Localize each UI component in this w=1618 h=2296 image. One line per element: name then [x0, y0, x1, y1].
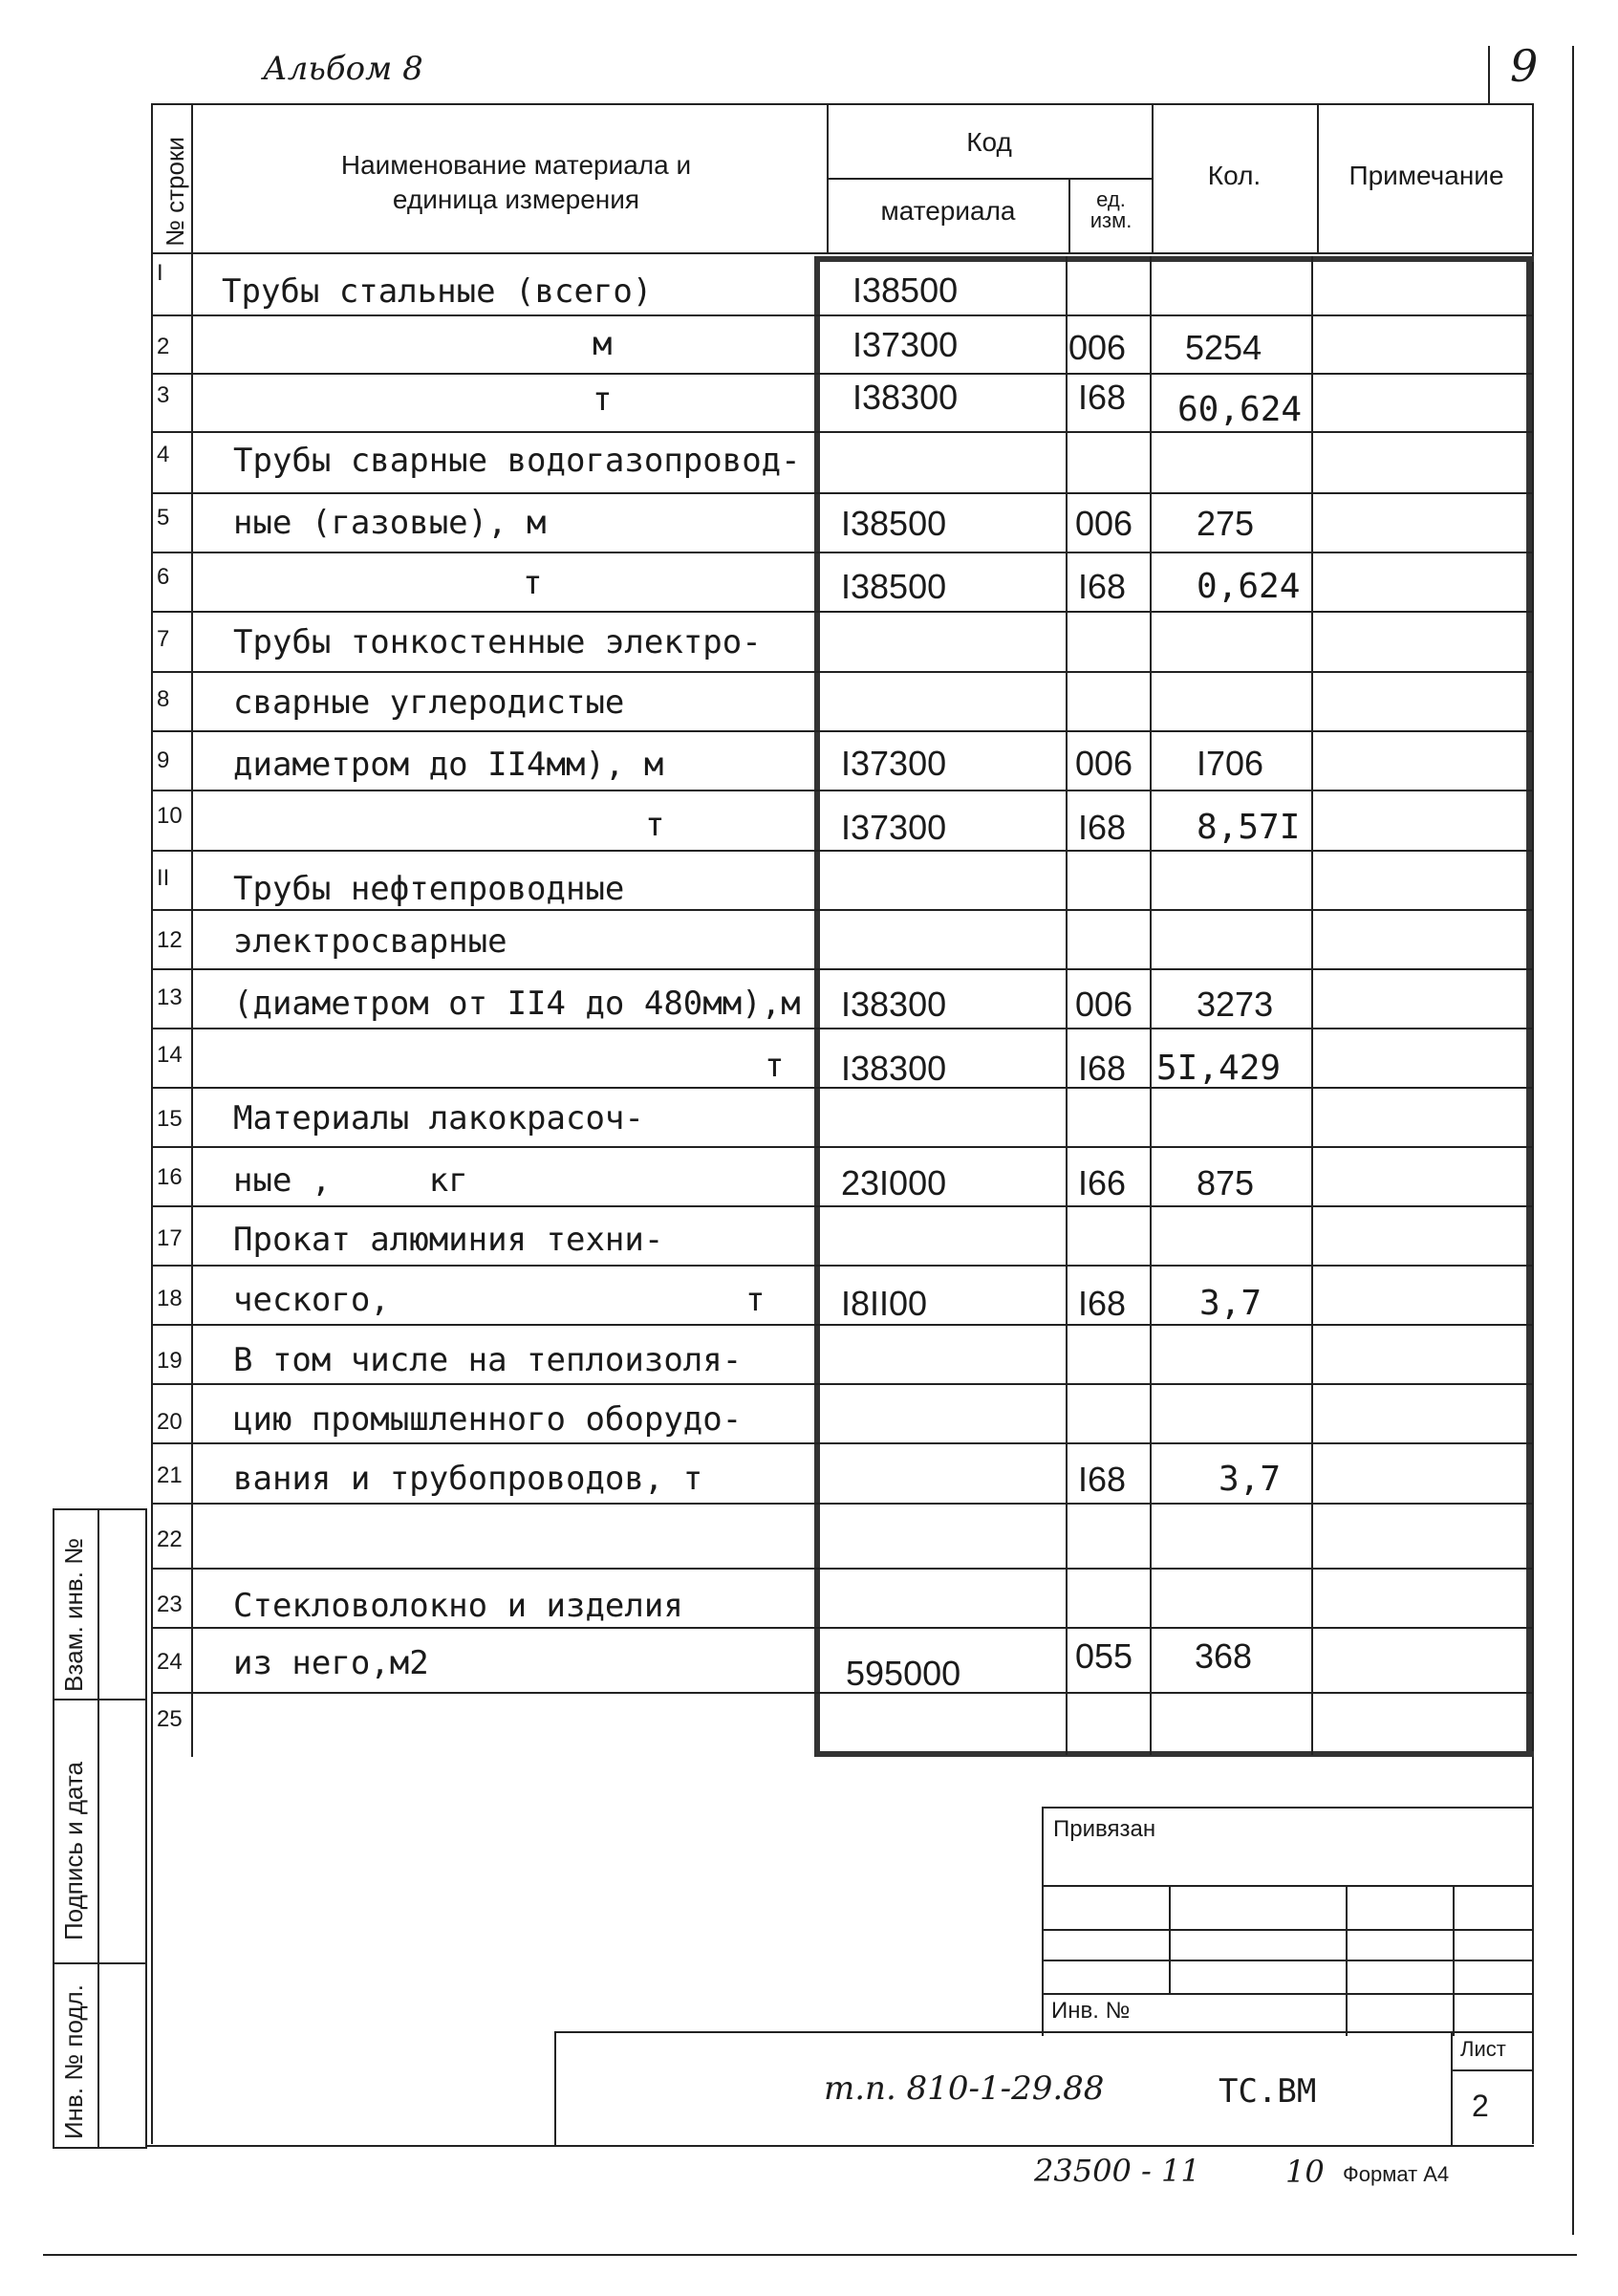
row-name: ные (газовые), м	[233, 504, 547, 542]
row-number: 4	[157, 442, 170, 467]
hdr-name-line2: единица измерения	[392, 184, 640, 214]
side-frame-bottom	[53, 2147, 147, 2149]
row-number: 2	[157, 334, 170, 359]
material-code: 23I000	[841, 1163, 947, 1202]
row-line	[151, 850, 1534, 852]
row-name: Стекловолокно и изделия	[233, 1587, 683, 1625]
copy-number: 10	[1285, 2154, 1325, 2190]
row-number: 19	[157, 1348, 183, 1374]
doc-suffix: ТС.ВМ	[1219, 2072, 1317, 2111]
row-name: Материалы лакокрасоч-	[233, 1099, 644, 1137]
row-line	[151, 1146, 1534, 1148]
row-name: т	[645, 806, 665, 844]
title-block-sheet-divider	[1451, 2031, 1453, 2146]
material-code: I38300	[841, 1049, 947, 1088]
quantity: 5254	[1185, 328, 1262, 367]
side-frame-left	[53, 1508, 54, 2149]
stamp-privyazan: Привязан	[1053, 1816, 1156, 1842]
hdr-unit-line2: изм.	[1089, 208, 1133, 232]
row-number: 12	[157, 927, 183, 953]
row-name: Трубы стальные (всего)	[222, 272, 653, 311]
material-code: I38300	[852, 378, 959, 417]
album-label	[263, 50, 423, 88]
row-line	[151, 1028, 1534, 1029]
material-code: 595000	[846, 1654, 961, 1693]
row-number: 7	[157, 626, 170, 652]
unit-code: I68	[1078, 1284, 1127, 1323]
side-label-inv-podl: Инв. № подл.	[59, 1984, 88, 2139]
row-line	[151, 909, 1534, 911]
row-number: 25	[157, 1706, 183, 1732]
row-number: 14	[157, 1042, 183, 1068]
order-number: 23500 - 11	[1034, 2153, 1200, 2189]
row-number: 16	[157, 1164, 183, 1190]
rownum-column-line	[191, 103, 193, 1757]
row-name: (диаметром от II4 до 480мм),м	[233, 985, 801, 1023]
title-block-left	[554, 2031, 556, 2146]
row-line	[151, 1205, 1534, 1207]
album-number: 8	[402, 50, 423, 88]
unit-code: 055	[1075, 1636, 1133, 1676]
row-name: т	[593, 380, 613, 419]
row-number: 13	[157, 985, 183, 1010]
row-name: В том числе на теплоизоля-	[233, 1341, 743, 1379]
row-number: 3	[157, 382, 170, 408]
row-line	[151, 1265, 1534, 1267]
hdr-material: материала	[880, 196, 1016, 226]
row-name: вания и трубопроводов, т	[233, 1460, 703, 1498]
material-code: I37300	[841, 744, 947, 783]
row-line	[151, 671, 1534, 673]
title-block-sheet-line	[1451, 2069, 1534, 2071]
hdr-note: Примечание	[1348, 161, 1504, 190]
row-name: ные , кг	[233, 1161, 468, 1200]
row-line	[151, 968, 1534, 970]
hdr-name-line1: Наименование материала и	[340, 150, 692, 180]
row-number: 9	[157, 747, 170, 773]
stamp-left	[1042, 1807, 1044, 2036]
col-qty-left	[1150, 256, 1152, 1755]
row-number: 22	[157, 1527, 183, 1552]
row-number: 23	[157, 1592, 183, 1617]
row-name: Трубы тонкостенные электро-	[233, 623, 762, 661]
material-code: I8II00	[841, 1284, 928, 1323]
unit-code: I68	[1078, 808, 1127, 847]
row-number: 21	[157, 1462, 183, 1488]
row-name: Трубы нефтепроводные	[233, 870, 625, 908]
row-name: Трубы сварные водогазопровод-	[233, 442, 801, 480]
row-line	[151, 1627, 1534, 1629]
row-line	[151, 611, 1534, 613]
sheet-label: Лист	[1460, 2037, 1506, 2061]
table-right-border	[1532, 103, 1534, 2144]
format-label: Формат А4	[1343, 2162, 1450, 2186]
row-number: 10	[157, 803, 183, 829]
quantity: 875	[1197, 1163, 1255, 1202]
row-number: 8	[157, 686, 170, 712]
side-frame-top	[53, 1508, 147, 1510]
row-name: сварные углеродистые	[233, 683, 625, 722]
row-line	[151, 1503, 1534, 1505]
row-number: 18	[157, 1286, 183, 1311]
stamp-line	[1042, 1960, 1534, 1961]
col-note-left	[1311, 256, 1313, 1755]
stamp-col	[1346, 1885, 1348, 2036]
row-number: 20	[157, 1409, 183, 1435]
page-number: 9	[1510, 40, 1539, 92]
quantity: 3,7	[1199, 1284, 1262, 1323]
quantity: 3,7	[1219, 1460, 1282, 1499]
side-divider	[53, 1962, 147, 1964]
stamp-line	[1042, 1885, 1534, 1887]
stamp-inv-no: Инв. №	[1051, 1998, 1131, 2024]
row-line	[151, 1568, 1534, 1570]
hdr-qty: Кол.	[1207, 161, 1262, 190]
row-name: цию промышленного оборудо-	[233, 1400, 743, 1439]
unit-code: I68	[1078, 378, 1127, 417]
data-frame-right	[1526, 256, 1532, 1757]
unit-code: 006	[1075, 744, 1133, 783]
row-line	[151, 314, 1534, 316]
side-label-podpis: Подпись и дата	[59, 1761, 88, 1940]
row-line	[151, 492, 1534, 494]
material-code: I38500	[841, 504, 947, 543]
row-number: I	[157, 260, 163, 286]
stamp-col	[1169, 1885, 1171, 1993]
row-number: 5	[157, 505, 170, 531]
frame-bottom-rule	[43, 2254, 1577, 2256]
unit-code: 006	[1075, 985, 1133, 1024]
row-name: из него,м2	[233, 1644, 429, 1682]
hdr-code-split	[827, 178, 1152, 180]
side-divider	[53, 1699, 147, 1700]
row-number: 15	[157, 1106, 183, 1132]
title-block-top	[554, 2031, 1534, 2033]
quantity: 60,624	[1177, 390, 1303, 429]
row-line	[151, 431, 1534, 433]
row-line	[151, 790, 1534, 791]
row-name: м	[593, 325, 613, 363]
row-number: 24	[157, 1649, 183, 1675]
row-name: диаметром до II4мм), м	[233, 746, 664, 784]
quantity: 275	[1197, 504, 1255, 543]
col-unit-left	[1066, 256, 1068, 1755]
table-top-border	[151, 103, 1534, 105]
page-number-divider	[1488, 46, 1490, 103]
row-number: 6	[157, 564, 170, 590]
row-number: II	[157, 865, 170, 891]
unit-code: 006	[1068, 328, 1127, 367]
unit-code: I66	[1078, 1163, 1127, 1202]
unit-code: I68	[1078, 1049, 1127, 1088]
stamp-top	[1042, 1807, 1534, 1809]
row-name: т	[765, 1047, 785, 1085]
doc-code: т.п. 810-1-29.88	[824, 2069, 1105, 2108]
frame-right	[1572, 46, 1574, 2235]
material-code: I37300	[841, 808, 947, 847]
material-code: I38500	[852, 271, 959, 310]
hdr-unit-line1: ед.	[1096, 187, 1126, 211]
stamp-line	[1042, 1993, 1534, 1995]
unit-code: 006	[1075, 504, 1133, 543]
quantity: 368	[1195, 1636, 1253, 1676]
row-line	[151, 1324, 1534, 1326]
row-name-unit: т	[745, 1281, 766, 1319]
row-line	[151, 1692, 1534, 1694]
material-code: I37300	[852, 325, 959, 364]
row-line	[151, 552, 1534, 553]
side-label-zam: Взам. инв. №	[59, 1537, 88, 1692]
side-frame-right	[145, 1508, 147, 2149]
quantity: 5I,429	[1156, 1049, 1282, 1088]
row-name: электросварные	[233, 922, 507, 961]
row-name: ческого,	[233, 1281, 390, 1319]
quantity: 0,624	[1197, 567, 1301, 606]
row-number: 17	[157, 1225, 183, 1251]
stamp-col	[1453, 1885, 1455, 2036]
row-line	[151, 730, 1534, 732]
unit-code: I68	[1078, 1460, 1127, 1499]
row-line	[151, 1383, 1534, 1385]
row-name: т	[523, 564, 543, 602]
material-code: I38500	[841, 567, 947, 606]
hdr-code: Код	[966, 127, 1012, 157]
quantity: I706	[1197, 744, 1264, 783]
title-block-bottom	[145, 2145, 1534, 2147]
stamp-line	[1042, 1929, 1534, 1931]
hdr-unit	[1070, 189, 1152, 231]
data-frame-left	[814, 256, 820, 1757]
hdr-bottom	[151, 252, 1534, 254]
quantity: 3273	[1197, 985, 1274, 1024]
side-inner-line	[97, 1508, 99, 2149]
hdr-row-number: № строки	[161, 137, 189, 247]
row-line	[151, 1442, 1534, 1444]
album-word: Альбом	[263, 50, 393, 88]
quantity: 8,57I	[1197, 808, 1301, 847]
data-frame-bottom	[814, 1751, 1534, 1757]
data-frame-top	[814, 256, 1534, 262]
row-name: Прокат алюминия техни-	[233, 1221, 664, 1259]
unit-code: I68	[1078, 567, 1127, 606]
row-line	[151, 373, 1534, 375]
sheet-number: 2	[1472, 2089, 1489, 2123]
material-code: I38300	[841, 985, 947, 1024]
